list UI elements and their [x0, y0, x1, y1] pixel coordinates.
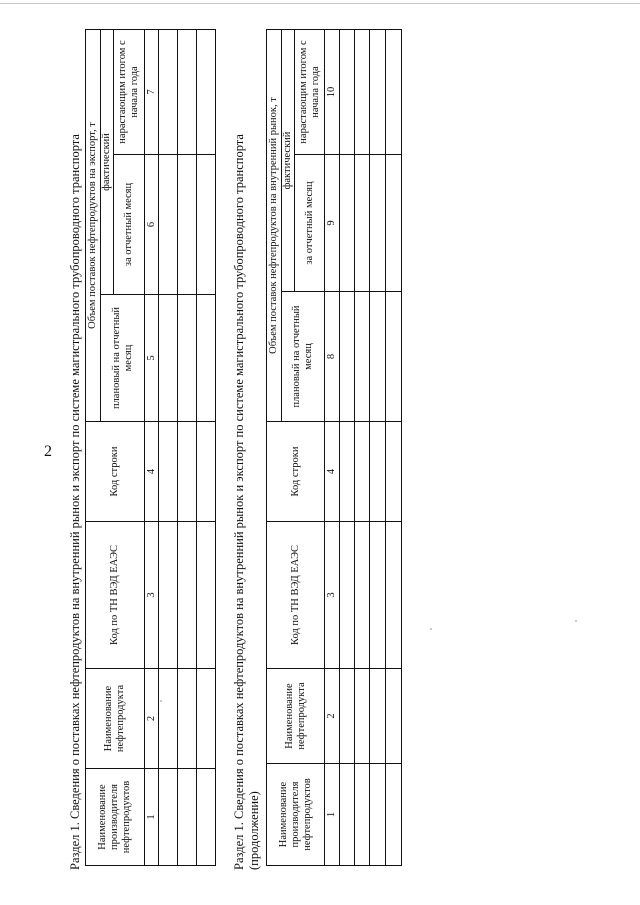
table-cell: [197, 669, 216, 769]
table-cell: [178, 29, 197, 154]
section1-cont-table-wrap: [266, 30, 399, 866]
table-cell: [197, 422, 216, 522]
header-actual: фактический: [101, 29, 114, 294]
table-cell: [340, 30, 355, 155]
table-cell: [370, 669, 386, 764]
table-cell: [197, 769, 216, 866]
table-cell: [355, 522, 370, 669]
table-cell: [386, 292, 402, 422]
table-cell: [370, 292, 386, 422]
col-number: 3: [325, 522, 340, 669]
table-cell: [159, 29, 178, 154]
table-cell: [340, 764, 355, 866]
table-cell: [178, 155, 197, 295]
table-cell: [340, 155, 355, 292]
table-cell: [355, 155, 370, 292]
table-cell: [340, 292, 355, 422]
section1-cont-title-text: Раздел 1. Сведения о поставках нефтепродуктов на внутренний рынок и экспорт по системе магистрального трубопроводного транспорта: [232, 134, 246, 870]
header-tnved-code: Код по ТН ВЭД ЕАЭС: [86, 522, 145, 669]
header-cumulative: нарастающим итогом с начала года: [114, 29, 145, 154]
table-cell: [386, 30, 402, 155]
table-cell: [178, 769, 197, 866]
table-cell: [355, 764, 370, 866]
page-top-rule: [0, 3, 640, 4]
table-cell: [355, 669, 370, 764]
table-cell: [340, 522, 355, 669]
section1-cont-subtitle: [247, 670, 262, 870]
col-number: 4: [325, 422, 340, 522]
table-cell: [355, 422, 370, 522]
header-planned: плановый на отчетный месяц: [282, 292, 325, 422]
col-number: 10: [325, 30, 340, 155]
page-number: 2: [44, 443, 52, 460]
col-number: 3: [145, 522, 159, 669]
header-row-code: Код строки: [86, 422, 145, 522]
table-cell: [355, 30, 370, 155]
table-cell: [178, 522, 197, 669]
col-number: 7: [145, 29, 159, 154]
table-cell: [386, 155, 402, 292]
table-cell: [159, 422, 178, 522]
table-row: [178, 29, 197, 865]
header-month: за отчетный месяц: [295, 155, 325, 292]
col-number: 1: [145, 769, 159, 866]
scan-speck: [575, 620, 577, 622]
table-cell: [159, 669, 178, 769]
scan-speck: [160, 700, 162, 702]
header-tnved-code: Код по ТН ВЭД ЕАЭС: [267, 522, 325, 669]
table-cell: [197, 522, 216, 669]
table-row: [370, 30, 386, 866]
col-number: 1: [325, 764, 340, 866]
section1-table: [85, 29, 216, 866]
header-product: Наименование нефтепродукта: [267, 669, 325, 764]
section1-title: [68, 90, 83, 870]
header-product: Наименование нефтепродукта: [86, 669, 145, 769]
table-cell: [178, 669, 197, 769]
col-number: 8: [325, 292, 340, 422]
table-cell: [178, 422, 197, 522]
table-cell: [386, 764, 402, 866]
table-cell: [340, 422, 355, 522]
col-number: 2: [325, 669, 340, 764]
table-cell: [197, 155, 216, 295]
header-producer: Наименование производителя нефтепродуктов: [86, 769, 145, 866]
table-cell: [197, 29, 216, 154]
header-producer: Наименование производителя нефтепродуктов: [267, 764, 325, 866]
col-number: 6: [145, 155, 159, 295]
header-planned: плановый на отчетный месяц: [101, 295, 145, 422]
header-month: за отчетный месяц: [114, 155, 145, 295]
table-cell: [178, 295, 197, 422]
header-domestic-volume: Объем поставок нефтепродуктов на внутренний рынок, т: [267, 30, 282, 422]
section1-cont-table: [266, 29, 402, 866]
header-export-volume: Объем поставок нефтепродуктов на экспорт, т: [86, 29, 101, 421]
table-row: [159, 29, 178, 865]
section1-cont-subtitle-text: (продолжение): [247, 791, 261, 870]
table-cell: [197, 295, 216, 422]
section1-cont-title: [232, 90, 247, 870]
table-row: [355, 30, 370, 866]
table-cell: [386, 422, 402, 522]
table-row: [386, 30, 402, 866]
table-cell: [355, 292, 370, 422]
table-row: [340, 30, 355, 866]
table-row: [197, 29, 216, 865]
header-actual: фактический: [282, 30, 295, 292]
section1-title-text: Раздел 1. Сведения о поставках нефтепродуктов на внутренний рынок и экспорт по системе магистрального трубопроводного транспорта: [68, 134, 82, 870]
table-cell: [159, 155, 178, 295]
header-cumulative: нарастающим итогом с начала года: [295, 30, 325, 155]
table-cell: [386, 669, 402, 764]
col-number: 5: [145, 295, 159, 422]
table-cell: [386, 522, 402, 669]
section1-table-wrap: [85, 30, 213, 866]
table-cell: [370, 422, 386, 522]
table-cell: [340, 669, 355, 764]
table-cell: [159, 295, 178, 422]
table-cell: [159, 769, 178, 866]
col-number: 9: [325, 155, 340, 292]
header-row-code: Код строки: [267, 422, 325, 522]
table-cell: [159, 522, 178, 669]
table-cell: [370, 522, 386, 669]
scan-speck: [430, 628, 432, 630]
col-number: 4: [145, 422, 159, 522]
table-cell: [370, 764, 386, 866]
table-cell: [370, 30, 386, 155]
col-number: 2: [145, 669, 159, 769]
table-cell: [370, 155, 386, 292]
